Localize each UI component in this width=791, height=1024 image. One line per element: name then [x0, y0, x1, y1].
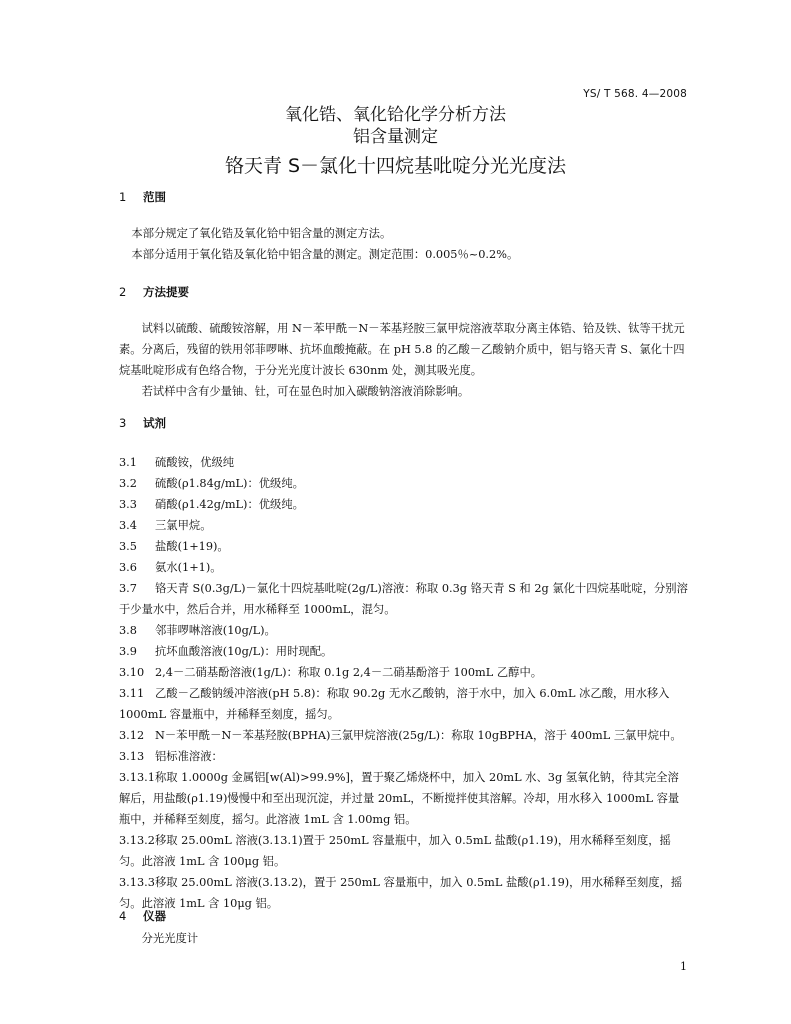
- reagent-item: [119, 683, 689, 725]
- document-title: [0, 104, 791, 182]
- item-text: 移取 25.00mL 溶液(3.13.1)置于 250mL 容量瓶中，加入 0.5mL 盐酸(ρ1.19)，用水稀释至刻度，摇匀。此溶液 1mL 含 100μg 铝。: [119, 834, 671, 868]
- reagent-item: [119, 557, 689, 578]
- reagent-item: [119, 725, 689, 746]
- item-text: 邻菲啰啉溶液(10g/L)。: [155, 624, 276, 637]
- item-number: 3.13.3: [119, 876, 155, 889]
- reagent-item: [119, 746, 689, 767]
- item-number: 3.13: [119, 750, 145, 763]
- item-text: 三氯甲烷。: [155, 519, 212, 532]
- paragraph: 若试样中含有少量铀、钍，可在显色时加入碳酸钠溶液消除影响。: [141, 385, 470, 398]
- item-text: 氨水(1+1)。: [155, 561, 222, 574]
- section-number: 3: [119, 416, 127, 430]
- title-line-2: 铝含量测定: [353, 127, 438, 147]
- reagent-item: [119, 830, 689, 872]
- paragraph: 分光光度计: [141, 932, 199, 945]
- section-scope-body: [119, 223, 689, 265]
- paragraph: 试料以硫酸、硫酸铵溶解，用 N－苯甲酰－N－苯基羟胺三氯甲烷溶液萃取分离主体锆、铪及铁、钛等干扰元素。分离后，残留的铁用邻菲啰啉、抗坏血酸掩蔽。在 pH 5.8 的乙酸－乙酸钠介质中，铝与铬天青 S、氯化十四烷基吡啶形成有色络合物，于分光光度计波长 630nm 处，测其吸光度。: [119, 322, 685, 377]
- item-text: 硫酸铵，优级纯: [155, 456, 235, 469]
- item-number: 3.3: [119, 498, 137, 511]
- page-number: 1: [680, 960, 687, 973]
- reagent-item: [119, 494, 689, 515]
- item-text: 铝标准溶液：: [155, 750, 223, 763]
- reagent-item: [119, 641, 689, 662]
- item-number: 3.12: [119, 729, 145, 742]
- section-apparatus-body: [119, 928, 689, 949]
- item-number: 3.10: [119, 666, 145, 679]
- item-number: 3.8: [119, 624, 137, 637]
- item-text: 硝酸(ρ1.42g/mL)：优级纯。: [155, 498, 304, 511]
- section-title: 试剂: [143, 416, 166, 430]
- item-number: 3.6: [119, 561, 137, 574]
- reagent-list: [119, 452, 689, 914]
- reagent-item: [119, 620, 689, 641]
- reagent-item: [119, 473, 689, 494]
- section-heading-reagents: [119, 415, 166, 431]
- section-heading-apparatus: [119, 908, 166, 924]
- item-text: 2,4－二硝基酚溶液(1g/L)：称取 0.1g 2,4－二硝基酚溶于 100mL 乙醇中。: [155, 666, 543, 679]
- item-number: 3.1: [119, 456, 137, 469]
- item-text: 乙酸－乙酸钠缓冲溶液(pH 5.8)：称取 90.2g 无水乙酸钠，溶于水中，加入 6.0mL 冰乙酸，用水移入 1000mL 容量瓶中，并稀释至刻度，摇匀。: [119, 687, 670, 721]
- reagent-item: [119, 767, 689, 830]
- title-line-3: 铬天青 S－氯化十四烷基吡啶分光光度法: [224, 155, 567, 177]
- section-heading-scope: [119, 189, 166, 205]
- reagent-item: [119, 452, 689, 473]
- reagent-item: [119, 515, 689, 536]
- reagent-item: [119, 662, 689, 683]
- item-number: 3.13.2: [119, 834, 155, 847]
- reagent-item: [119, 536, 689, 557]
- standard-code: YS/ T 568. 4—2008: [583, 88, 687, 100]
- section-number: 1: [119, 190, 127, 204]
- item-number: 3.7: [119, 582, 137, 595]
- item-text: 抗坏血酸溶液(10g/L)：用时现配。: [155, 645, 333, 658]
- reagent-item: [119, 578, 689, 620]
- paragraph: 本部分规定了氧化锆及氧化铪中铝含量的测定方法。: [131, 227, 392, 240]
- item-number: 3.4: [119, 519, 137, 532]
- item-text: 移取 25.00mL 溶液(3.13.2)，置于 250mL 容量瓶中，加入 0.5mL 盐酸(ρ1.19)，用水稀释至刻度，摇匀。此溶液 1mL 含 10μg 铝。: [119, 876, 683, 910]
- item-number: 3.2: [119, 477, 137, 490]
- item-text: 铬天青 S(0.3g/L)－氯化十四烷基吡啶(2g/L)溶液：称取 0.3g 铬天青 S 和 2g 氯化十四烷基吡啶，分别溶于少量水中，然后合并，用水稀释至 1000mL，混匀。: [119, 582, 688, 616]
- item-text: 称取 1.0000g 金属铝[w(Al)>99.9%]，置于聚乙烯烧杯中，加入 20mL 水、3g 氢氧化钠，待其完全溶解后，用盐酸(ρ1.19)慢慢中和至出现沉淀，并过量 20mL，不断搅拌使其溶解。冷却，用水移入 1000mL 容量瓶中，并稀释至刻度，摇匀。此溶液 1mL 含 1.00mg 铝。: [119, 771, 680, 826]
- section-heading-principle: [119, 284, 189, 300]
- title-line-1: 氧化锆、氧化铪化学分析方法: [285, 105, 506, 125]
- item-number: 3.9: [119, 645, 137, 658]
- section-title: 范围: [143, 190, 166, 204]
- paragraph: 本部分适用于氧化锆及氧化铪中铝含量的测定。测定范围：0.005％~0.2%。: [131, 248, 519, 261]
- item-text: 盐酸(1+19)。: [155, 540, 229, 553]
- reagent-item: [119, 872, 689, 914]
- item-text: 硫酸(ρ1.84g/mL)：优级纯。: [155, 477, 304, 490]
- section-title: 方法提要: [143, 285, 189, 299]
- item-number: 3.5: [119, 540, 137, 553]
- section-number: 4: [119, 909, 127, 923]
- item-number: 3.11: [119, 687, 145, 700]
- item-number: 3.13.1: [119, 771, 155, 784]
- item-text: N－苯甲酰－N－苯基羟胺(BPHA)三氯甲烷溶液(25g/L)：称取 10gBPHA，溶于 400mL 三氯甲烷中。: [155, 729, 682, 742]
- section-number: 2: [119, 285, 127, 299]
- section-principle-body: [119, 318, 689, 402]
- section-title: 仪器: [143, 909, 166, 923]
